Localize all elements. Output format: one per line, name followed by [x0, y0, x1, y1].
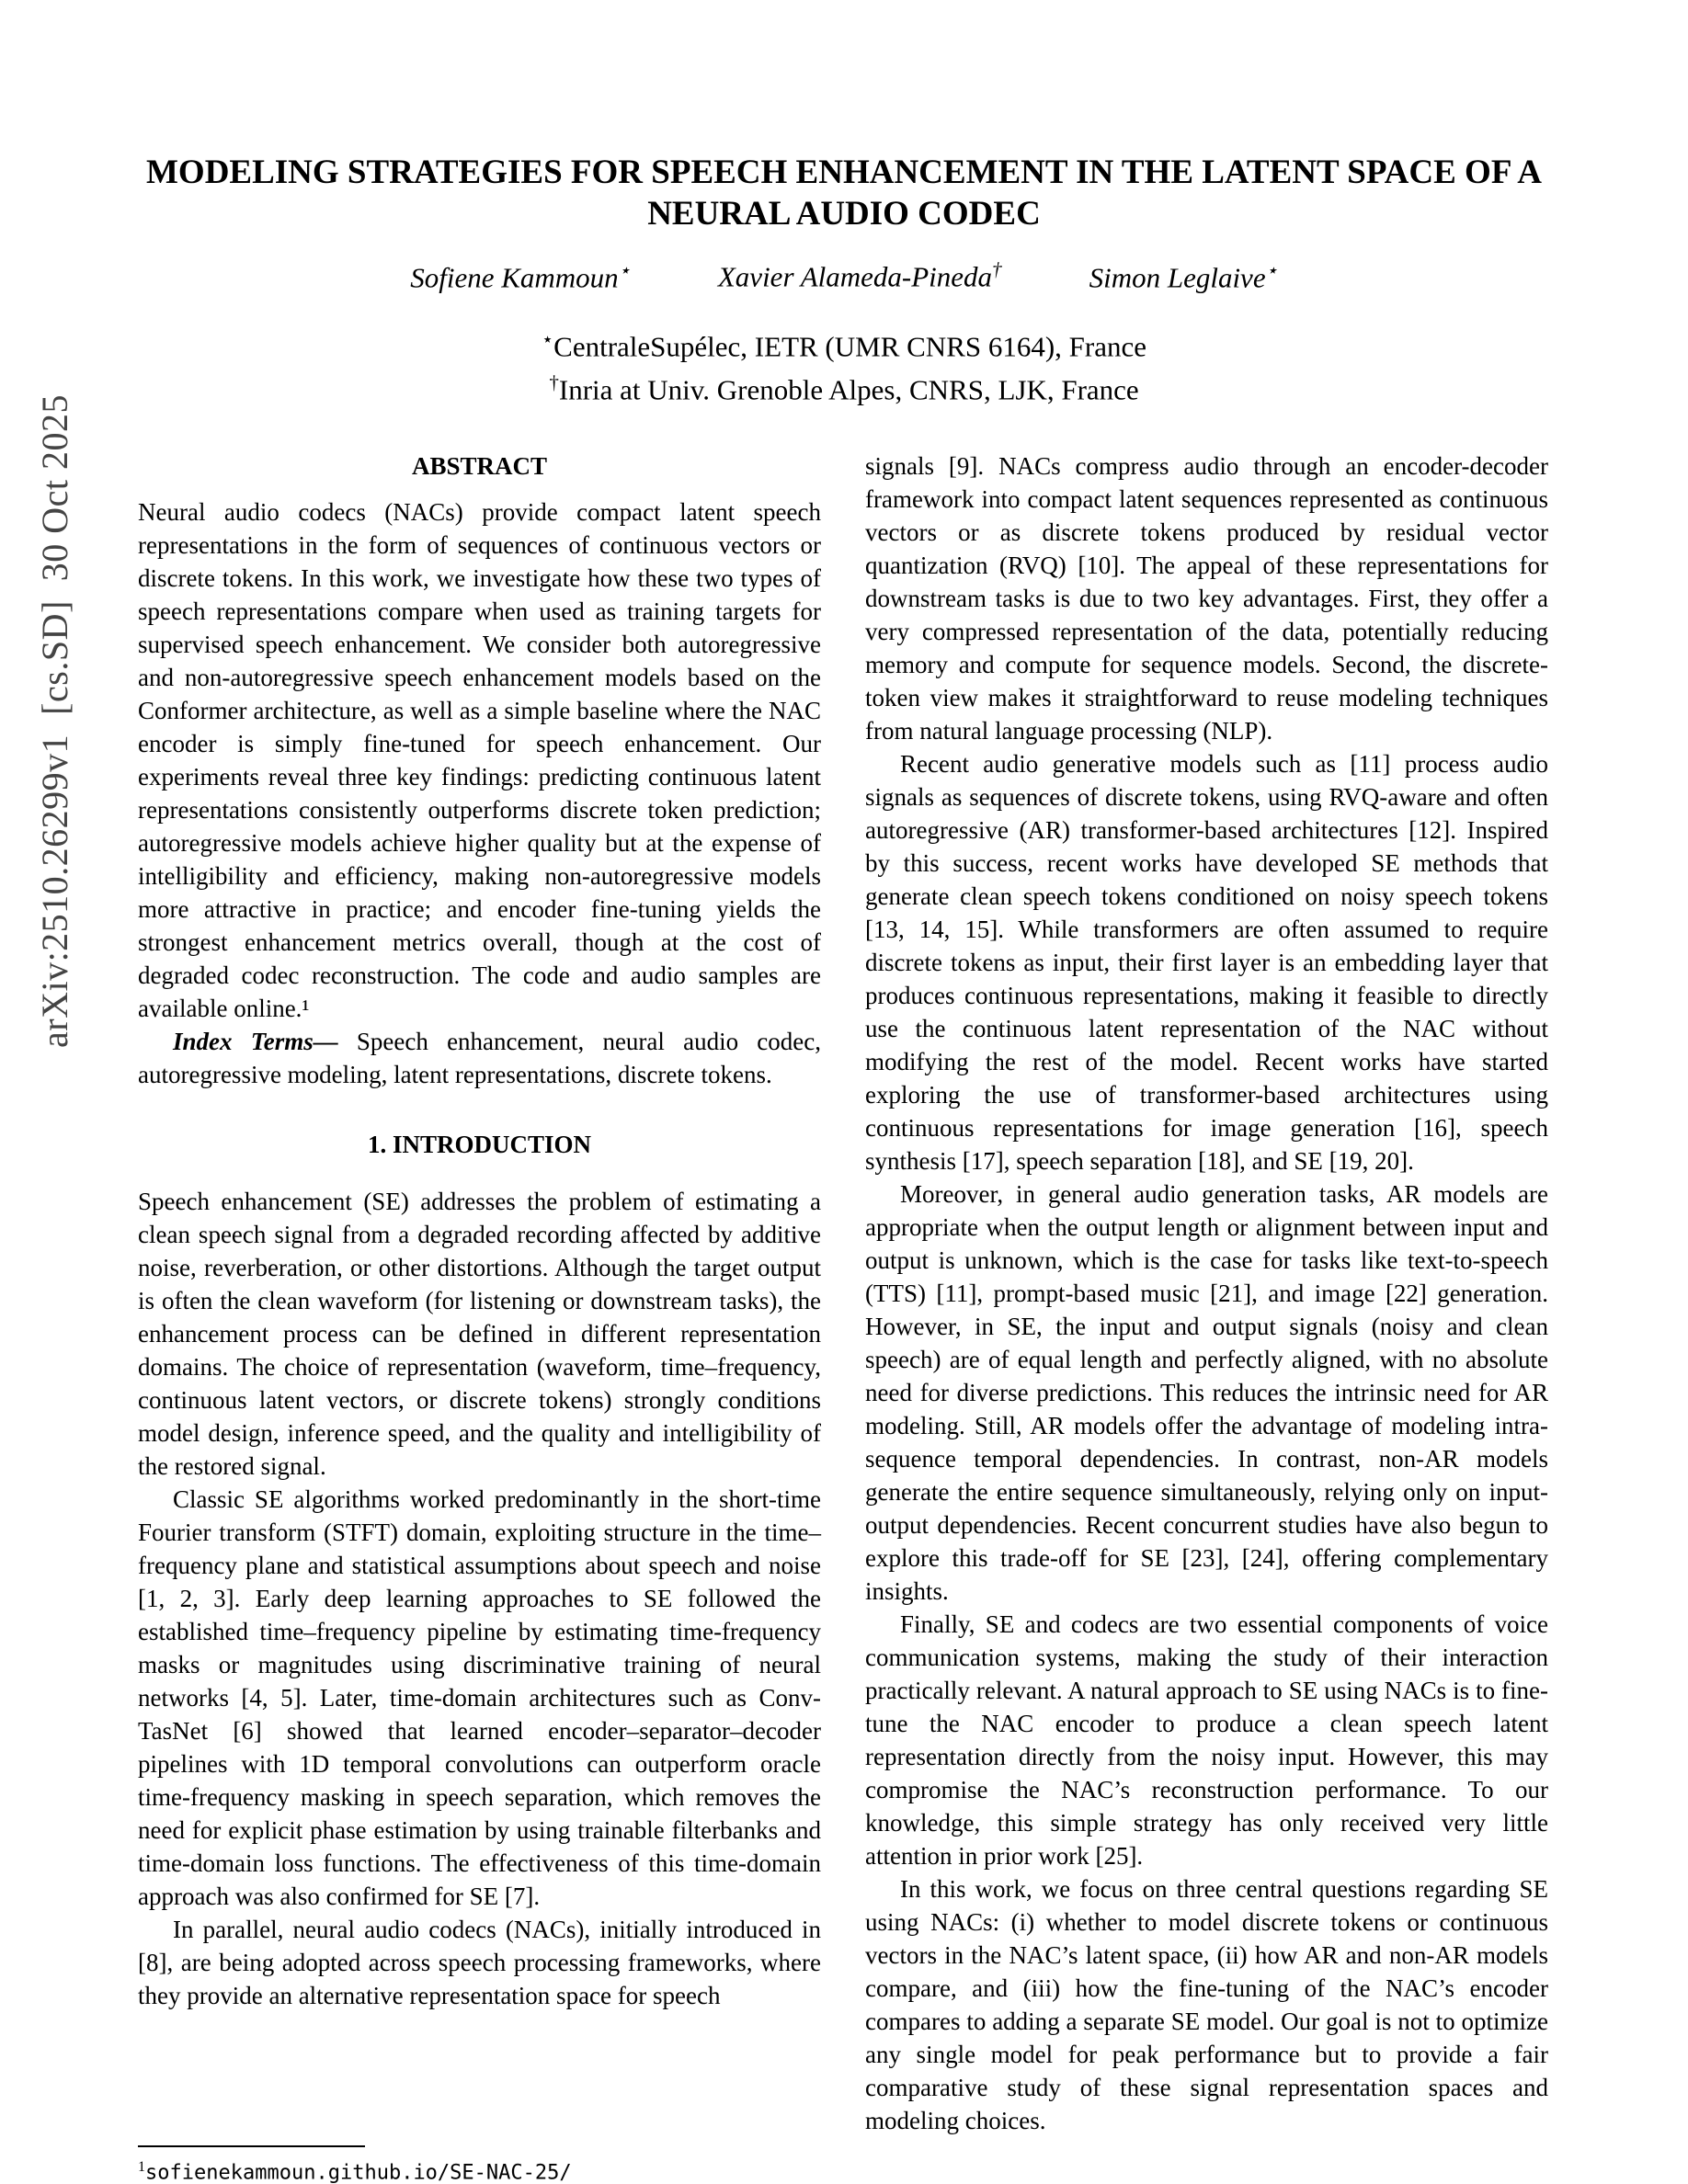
- intro-paragraph-2: Classic SE algorithms worked predominantly in the short-time Fourier transform (STFT) domain, exploiting structure in the time–frequency plane and statistical assumptions about speech and noise [1, 2, 3]. Early deep learning approaches to SE followed the established time–frequency pipeline by estimating time-frequency masks or magnitudes using discriminative training of neural networks [4, 5]. Later, time-domain architectures such as Conv-TasNet [6] showed that learned encoder–separator–decoder pipelines with 1D temporal convolutions can outperform oracle time-frequency masking in speech separation, which removes the need for explicit phase estimation by using trainable filterbanks and time-domain loss functions. The effectiveness of this time-domain approach was also confirmed for SE [7].: [138, 1484, 821, 1910]
- author-1-mark: ⋆: [618, 259, 631, 281]
- index-terms-text: Speech enhancement, neural audio codec, autoregressive modeling, latent representations, discrete tokens.: [138, 1027, 821, 1088]
- paper-header: [0, 0, 1688, 407]
- affiliation-2-text: Inria at Univ. Grenoble Alpes, CNRS, LJK, France: [558, 372, 1139, 405]
- abstract-text: Neural audio codecs (NACs) provide compact latent speech representations in the form of sequences of continuous vectors or discrete tokens. In this work, we investigate how these two types of speech representations compare when used as training targets for supervised speech enhancement. We consider both autoregressive and non-autoregressive speech enhancement models based on the Conformer architecture, as well as a simple baseline where the NAC encoder is simply fine-tuned for speech enhancement. Our experiments reveal three key findings: predicting continuous latent representations consistently outperforms discrete token prediction; autoregressive models achieve higher quality but at the expense of intelligibility and efficiency, making non-autoregressive models more attractive in practice; and encoder fine-tuning yields the strongest enhancement metrics overall, though at the cost of degraded codec reconstruction. The code and audio samples are available online.¹: [138, 497, 821, 1022]
- section-heading-introduction: 1. INTRODUCTION: [367, 1130, 592, 1158]
- author-2-name: Xavier Alameda-Pineda: [717, 260, 993, 293]
- right-column: [865, 449, 1548, 2184]
- intro-paragraph-3: In parallel, neural audio codecs (NACs), initially introduced in [8], are being adopted across speech processing frameworks, where they provide an alternative representation space for speech: [138, 1915, 821, 2009]
- author-2: [718, 258, 1002, 294]
- arxiv-watermark: arXiv:2510.26299v1 [cs.SD] 30 Oct 2025: [34, 393, 75, 1048]
- author-2-mark: †: [992, 258, 1002, 280]
- abstract-heading: ABSTRACT: [411, 451, 548, 480]
- intro-paragraph-6: Finally, SE and codecs are two essential components of voice communication systems, making the study of their interaction practically relevant. A natural approach to SE using NACs is to fine-tune the NAC encoder to produce a clean speech latent representation directly from the noisy input. However, this may compromise the NAC’s reconstruction performance. To our knowledge, this simple strategy has only received very little attention in prior work [25].: [865, 1610, 1548, 1870]
- paper-title-line-1: MODELING STRATEGIES FOR SPEECH ENHANCEMENT IN THE LATENT SPACE OF A: [146, 154, 1542, 191]
- author-3-name: Simon Leglaive: [1089, 261, 1266, 294]
- footnote-text: [138, 2155, 821, 2184]
- intro-paragraph-7: In this work, we focus on three central questions regarding SE using NACs: (i) whether to model discrete tokens or continuous vectors in the NAC’s latent space, (ii) how AR and non-AR models compare, and (iii) how the fine-tuning of the NAC’s encoder compares to adding a separate SE model. Our goal is not to optimize any single model for peak performance but to provide a fair comparative study of these signal representation spaces and modeling choices.: [865, 1874, 1548, 2134]
- author-3-mark: ⋆: [1265, 259, 1278, 281]
- affiliation-1-mark: ⋆: [541, 328, 554, 351]
- intro-paragraph-5: Moreover, in general audio generation tasks, AR models are appropriate when the output length or alignment between input and output is unknown, which is the case for tasks like text-to-speech (TTS) [11], prompt-based music [21], and image [22] generation. However, in SE, the input and output signals (noisy and clean speech) are of equal length and perfectly aligned, with no absolute need for diverse predictions. This reduces the intrinsic need for AR modeling. Still, AR models offer the advantage of modeling intra-sequence temporal dependencies. In contrast, non-AR models generate the entire sequence simultaneously, relying only on input-output dependencies. Recent concurrent studies have also begun to explore this trade-off for SE [23], [24], offering complementary insights.: [865, 1179, 1548, 1605]
- affiliation-1-text: CentraleSupélec, IETR (UMR CNRS 6164), France: [553, 330, 1147, 363]
- author-1: [410, 258, 631, 294]
- index-terms-label: Index Terms—: [173, 1027, 338, 1055]
- footnote-url[interactable]: sofienekammoun.github.io/SE-NAC-25/: [145, 2161, 572, 2184]
- affiliation-1: [0, 322, 1688, 364]
- footnote: [138, 2129, 821, 2184]
- intro-paragraph-1: Speech enhancement (SE) addresses the problem of estimating a clean speech signal from a degraded recording affected by additive noise, reverberation, or other distortions. Although the target output is often the clean waveform (for listening or downstream tasks), the enhancement process can be defined in different representation domains. The choice of representation (waveform, time–frequency, continuous latent vectors, or discrete tokens) strongly conditions model design, inference speed, and the quality and intelligibility of the restored signal.: [138, 1187, 821, 1480]
- author-list: [0, 258, 1688, 294]
- intro-paragraph-4: Recent audio generative models such as [11] process audio signals as sequences of discrete tokens, using RVQ-aware and often autoregressive (AR) transformer-based architectures [12]. Inspired by this success, recent works have developed SE methods that generate clean speech tokens conditioned on noisy speech tokens [13, 14, 15]. While transformers are often assumed to require discrete tokens as input, their first layer is an embedding layer that produces continuous representations, making it feasible to directly use the continuous latent representation of the NAC without modifying the rest of the model. Recent works have started exploring the use of transformer-based architectures using continuous representations for image generation [16], speech synthesis [17], speech separation [18], and SE [19, 20].: [865, 749, 1548, 1175]
- left-column: [138, 449, 821, 2184]
- paper-title: [0, 152, 1688, 234]
- footnote-marker: 1: [138, 2159, 146, 2176]
- affiliation-list: [0, 322, 1688, 407]
- affiliation-2: [0, 365, 1688, 407]
- author-3: [1089, 258, 1278, 294]
- paper-title-line-2: NEURAL AUDIO CODEC: [647, 195, 1041, 233]
- paper-body: [0, 449, 1688, 2184]
- index-terms: [138, 1025, 821, 1091]
- author-1-name: Sofiene Kammoun: [410, 261, 619, 294]
- affiliation-2-mark: †: [549, 370, 559, 393]
- intro-paragraph-3-continued: signals [9]. NACs compress audio through an encoder-decoder framework into compact latent sequences represented as continuous vectors or as discrete tokens produced by residual vector quantization (RVQ) [10]. The appeal of these representations for downstream tasks is due to two key advantages. First, they offer a very compressed representation of the data, potentially reducing memory and compute for sequence models. Second, the discrete-token view makes it straightforward to reuse modeling techniques from natural language processing (NLP).: [865, 451, 1548, 745]
- footnote-rule: [138, 2145, 365, 2147]
